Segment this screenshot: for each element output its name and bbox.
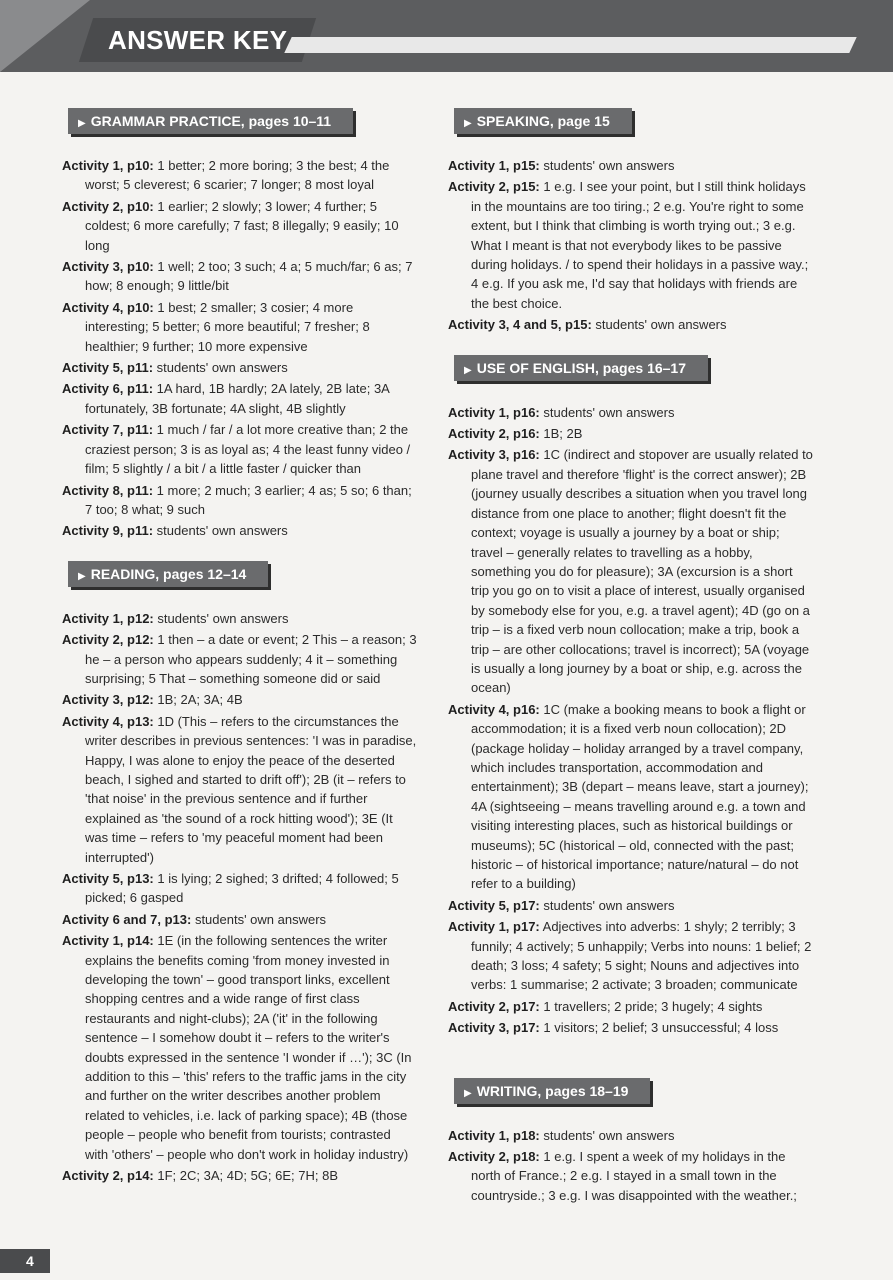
answer-entry: Activity 3, 4 and 5, p15: students' own answers: [448, 317, 727, 333]
play-triangle-icon: ▶: [78, 118, 86, 129]
section-speaking: [448, 156, 813, 335]
section-heading-writing: ▶ WRITING, pages 18–19: [454, 1078, 650, 1104]
answer-entry: Activity 2, p16: 1B; 2B: [448, 426, 583, 442]
answer-entry: Activity 7, p11: 1 much / far / a lot more creative than; 2 the craziest person; 3 is as loyal as; 4 the least funny video / film; 5 slightly / a bit / a little faster / quicker than: [62, 422, 411, 477]
play-triangle-icon: ▶: [78, 570, 86, 582]
answer-entry: Activity 8, p11: 1 more; 2 much; 3 earlier; 4 as; 5 so; 6 than; 7 too; 8 what; 9 such: [62, 482, 412, 517]
section-use-of-english: [448, 403, 813, 1038]
answer-entry: Activity 1, p15: students' own answers: [448, 158, 675, 173]
answer-entry: Activity 1, p16: students' own answers: [448, 404, 675, 420]
answer-entry: Activity 1, p10: 1 better; 2 more boring; 3 the best; 4 the worst; 5 cleverest; 6 scarier; 7 longer; 8 most loyal: [62, 158, 390, 193]
answer-entry: Activity 1, p12: students' own answers: [62, 610, 289, 626]
section-heading-use-of-english: ▶ USE OF ENGLISH, pages 16–17: [454, 355, 708, 381]
header-corner-decoration: [0, 0, 90, 72]
answer-entry: Activity 5, p17: students' own answers: [448, 897, 675, 913]
play-triangle-icon: ▶: [464, 364, 472, 376]
answer-entry: Activity 2, p18: 1 e.g. I spent a week of my holidays in the north of France.; 2 e.g. I stayed in a small town in the countryside.; 3 e.g. I was disappointed with the weather.;: [448, 1149, 797, 1203]
answer-entry: Activity 6, p11: 1A hard, 1B hardly; 2A lately, 2B late; 3A fortunately, 3B fortunate; 4A slight, 4B slightly: [62, 381, 390, 416]
answer-entry: Activity 9, p11: students' own answers: [62, 523, 288, 539]
answer-entry: Activity 1, p14: 1E (in the following sentences the writer explains the benefits coming 'from money invested in developing the town' – good transport links, excellent shopping centres and a wide range of first class restaurants and night-clubs); 2A ('it' in the following sentence – I somehow doubt it – refers to the writer's doubts expressed in the sentence 'I wonder if …'); 3C (In addition to this – 'this' refers to the traffic jams in the city and further on the writer describes another problem related to vehicles, i.e. lack of parking space); 4B (those people – people who benefit from tourists; contrasted with 'others' – people who don't work in holiday industry): [62, 933, 412, 1162]
right-column: [448, 108, 813, 1207]
answer-entry: Activity 3, p10: 1 well; 2 too; 3 such; 4 a; 5 much/far; 6 as; 7 how; 8 enough; 9 little/bit: [62, 259, 413, 294]
header-stripe-decoration: [284, 37, 856, 53]
answer-entry: Activity 3, p16: 1C (indirect and stopover are usually related to plane travel and therefore 'flight' is the correct answer); 2B (journey usually describes a situation when you travel long distance from one place to another; flight doesn't fit the context; voyage is usually a journey by a boat or ship; travel – generally relates to travelling as a hobby, something you do for pleasure); 3A (excursion is a short trip you go on to visit a place of interest, usually organised by somebody else for you, e.g. a travel agent); 4D (go on a trip – is a fixed verb noun collocation; make a trip, book a trip – are other collocations; travel is incorrect); 5A (voyage is usually a long journey by a boat or ship, e.g. across the ocean): [448, 447, 813, 696]
page-number: 4: [0, 1249, 50, 1273]
answer-entry: Activity 1, p18: students' own answers: [448, 1127, 675, 1143]
play-triangle-icon: ▶: [464, 1087, 472, 1099]
section-heading-grammar: ▶ GRAMMAR PRACTICE, pages 10–11: [68, 108, 353, 134]
answer-entry: Activity 4, p13: 1D (This – refers to the circumstances the writer describes in previous sentences: 'I was in paradise, Happy, I was alone to enjoy the peace of the deserted beach, I sighed and started to drift off'); 2B (it – refers to 'that noise' in the previous sentence and if further explained as 'the sound of a rock hitting wood'); 3E (It was time – refers to 'my peaceful moment had been interrupted'): [62, 713, 417, 865]
answer-entry: Activity 2, p15: 1 e.g. I see your point, but I still think holidays in the mountains are too tiring.; 2 e.g. You're right to some extent, but I think that climbing is worth trying out.; 3 e.g. What I meant is that not everybody likes to be passive during holidays. / to spend their holidays in a passive way.; 4 e.g. If you ask me, I'd say that holidays with friends are the best choice.: [448, 179, 809, 311]
answer-entry: Activity 2, p17: 1 travellers; 2 pride; 3 hugely; 4 sights: [448, 998, 763, 1014]
answer-entry: Activity 1, p17: Adjectives into adverbs: 1 shyly; 2 terribly; 3 funnily; 4 actively; 5 unhappily; Verbs into nouns: 1 belief; 2 death; 3 loss; 4 safety; 5 sight; Nouns and adjectives into verbs: 1 summarise; 2 activate; 3 broaden; communicate: [448, 919, 812, 993]
answer-entry: Activity 2, p12: 1 then – a date or event; 2 This – a reason; 3 he – a person who appears suddenly; 4 it – something surprising; 5 That – something someone did or said: [62, 632, 417, 686]
section-grammar: [62, 156, 417, 541]
section-heading-reading: ▶ READING, pages 12–14: [68, 561, 268, 587]
section-heading-speaking: ▶ SPEAKING, page 15: [454, 108, 632, 134]
answer-entry: Activity 6 and 7, p13: students' own answers: [62, 911, 327, 927]
answer-entry: Activity 3, p12: 1B; 2A; 3A; 4B: [62, 692, 243, 708]
page-title: ANSWER KEY: [79, 18, 317, 62]
answer-entry: Activity 2, p14: 1F; 2C; 3A; 4D; 5G; 6E; 7H; 8B: [62, 1168, 339, 1184]
answer-entry: Activity 4, p16: 1C (make a booking means to book a flight or accommodation; it is a fixed verb noun collocation); 2D (package holiday – holiday arranged by a travel company, which includes transportation, accommodation and entertainment); 3B (depart – means leave, start a journey); 4A (sightseeing – means travelling around e.g. a town and visiting interesting places, such as historical buildings or museums); 5C (historical – old, connected with the past; historic – of historical importance; nature/natural – do not refer to a building): [448, 701, 809, 892]
section-reading: [62, 609, 417, 1186]
answer-entry: Activity 3, p17: 1 visitors; 2 belief; 3 unsuccessful; 4 loss: [448, 1020, 779, 1036]
page-header: [0, 0, 893, 72]
play-triangle-icon: ▶: [464, 118, 472, 129]
answer-entry: Activity 2, p10: 1 earlier; 2 slowly; 3 lower; 4 further; 5 coldest; 6 more carefully; 7 fast; 8 illegally; 9 easily; 10 long: [62, 198, 399, 253]
answer-entry: Activity 4, p10: 1 best; 2 smaller; 3 cosier; 4 more interesting; 5 better; 6 more beautiful; 7 fresher; 8 healthier; 9 further; 10 more expensive: [62, 299, 370, 354]
answer-entry: Activity 5, p11: students' own answers: [62, 360, 288, 376]
answer-entry: Activity 5, p13: 1 is lying; 2 sighed; 3 drifted; 4 followed; 5 picked; 6 gasped: [62, 871, 399, 906]
left-column: [62, 108, 417, 1188]
section-writing: [448, 1126, 813, 1206]
